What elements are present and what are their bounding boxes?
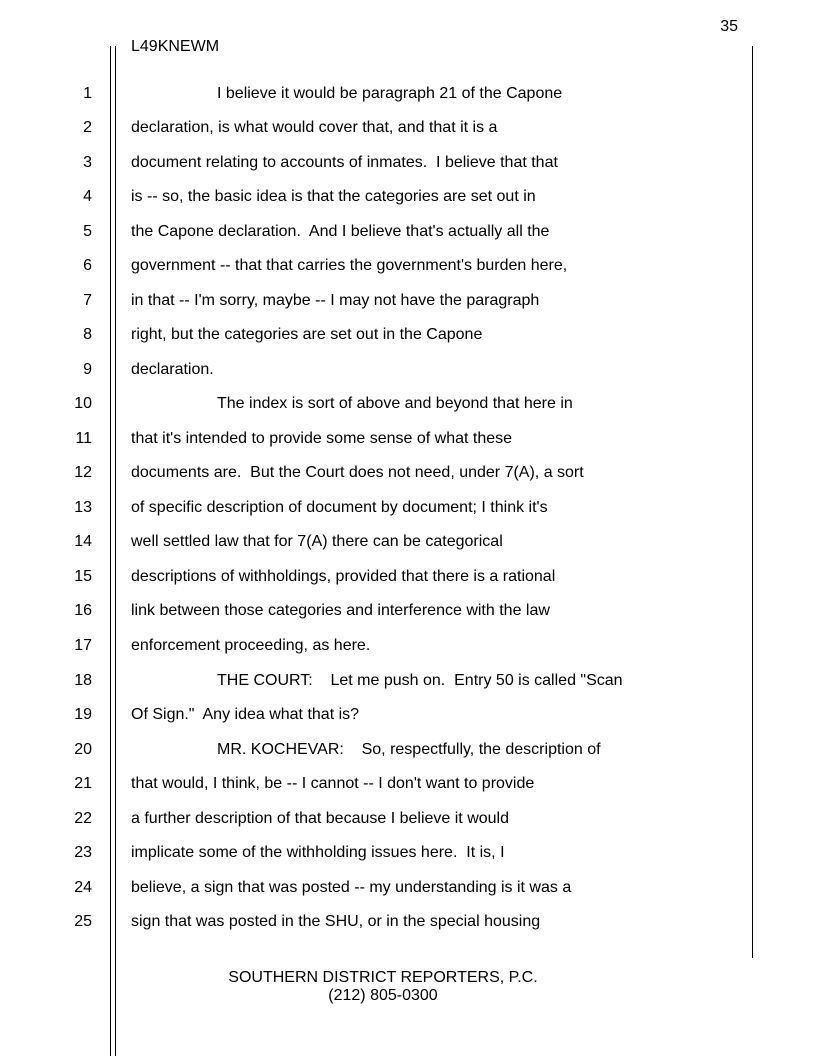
transcript-line: is -- so, the basic idea is that the categories are set out in bbox=[131, 188, 536, 205]
line-number: 17 bbox=[74, 637, 92, 654]
transcript-line: declaration. bbox=[131, 361, 214, 378]
line-number: 16 bbox=[74, 602, 92, 619]
transcript-line: that it's intended to provide some sense of what these bbox=[131, 430, 513, 447]
footer-reporter: SOUTHERN DISTRICT REPORTERS, P.C. bbox=[228, 969, 538, 986]
transcript-line: documents are. But the Court does not need, under 7(A), a sort bbox=[131, 464, 584, 481]
transcript-line: document relating to accounts of inmates. I believe that that bbox=[131, 154, 558, 171]
line-number: 6 bbox=[83, 257, 92, 274]
line-number: 3 bbox=[83, 154, 92, 171]
transcript-line: that would, I think, be -- I cannot -- I don't want to provide bbox=[131, 775, 535, 792]
header-code: L49KNEWM bbox=[131, 38, 220, 55]
line-number: 9 bbox=[83, 361, 92, 378]
line-number: 19 bbox=[74, 706, 92, 723]
transcript-line: implicate some of the withholding issues here. It is, I bbox=[131, 844, 505, 861]
line-number: 8 bbox=[83, 326, 92, 343]
footer-phone: (212) 805-0300 bbox=[328, 987, 438, 1004]
line-number: 18 bbox=[74, 672, 92, 689]
transcript-line: of specific description of document by document; I think it's bbox=[131, 499, 548, 516]
line-number: 10 bbox=[74, 395, 92, 412]
transcript-line: I believe it would be paragraph 21 of the Capone bbox=[217, 85, 563, 102]
transcript-line: The index is sort of above and beyond that here in bbox=[217, 395, 573, 412]
line-number: 2 bbox=[83, 119, 92, 136]
line-number: 15 bbox=[74, 568, 92, 585]
line-number: 12 bbox=[74, 464, 92, 481]
line-number: 13 bbox=[74, 499, 92, 516]
transcript-line: right, but the categories are set out in the Capone bbox=[131, 326, 483, 343]
line-number: 24 bbox=[74, 879, 92, 896]
transcript-line: sign that was posted in the SHU, or in the special housing bbox=[131, 913, 541, 930]
line-number: 21 bbox=[74, 775, 92, 792]
line-number: 11 bbox=[75, 430, 92, 447]
transcript-line: Of Sign." Any idea what that is? bbox=[131, 706, 360, 723]
line-number: 7 bbox=[83, 292, 92, 309]
line-number: 23 bbox=[74, 844, 92, 861]
line-number: 14 bbox=[74, 533, 92, 550]
left-margin-rule-inner bbox=[115, 46, 116, 1056]
line-number: 1 bbox=[83, 85, 92, 102]
line-number: 20 bbox=[74, 741, 92, 758]
line-number: 22 bbox=[74, 810, 92, 827]
transcript-line: government -- that that carries the government's burden here, bbox=[131, 257, 568, 274]
transcript-line: THE COURT: Let me push on. Entry 50 is called "Scan bbox=[217, 672, 623, 689]
transcript-line: descriptions of withholdings, provided that there is a rational bbox=[131, 568, 556, 585]
transcript-line: a further description of that because I believe it would bbox=[131, 810, 509, 827]
transcript-line: well settled law that for 7(A) there can be categorical bbox=[131, 533, 503, 550]
transcript-line: enforcement proceeding, as here. bbox=[131, 637, 371, 654]
line-number: 4 bbox=[83, 188, 92, 205]
transcript-line: in that -- I'm sorry, maybe -- I may not have the paragraph bbox=[131, 292, 540, 309]
right-margin-rule bbox=[752, 46, 753, 958]
transcript-line: believe, a sign that was posted -- my understanding is it was a bbox=[131, 879, 572, 896]
line-number: 25 bbox=[74, 913, 92, 930]
transcript-line: declaration, is what would cover that, and that it is a bbox=[131, 119, 498, 136]
transcript-line: MR. KOCHEVAR: So, respectfully, the description of bbox=[217, 741, 601, 758]
page-number: 35 bbox=[720, 18, 738, 35]
line-number: 5 bbox=[83, 223, 92, 240]
transcript-line: the Capone declaration. And I believe that's actually all the bbox=[131, 223, 550, 240]
transcript-line: link between those categories and interference with the law bbox=[131, 602, 550, 619]
left-margin-rule bbox=[110, 46, 111, 1056]
